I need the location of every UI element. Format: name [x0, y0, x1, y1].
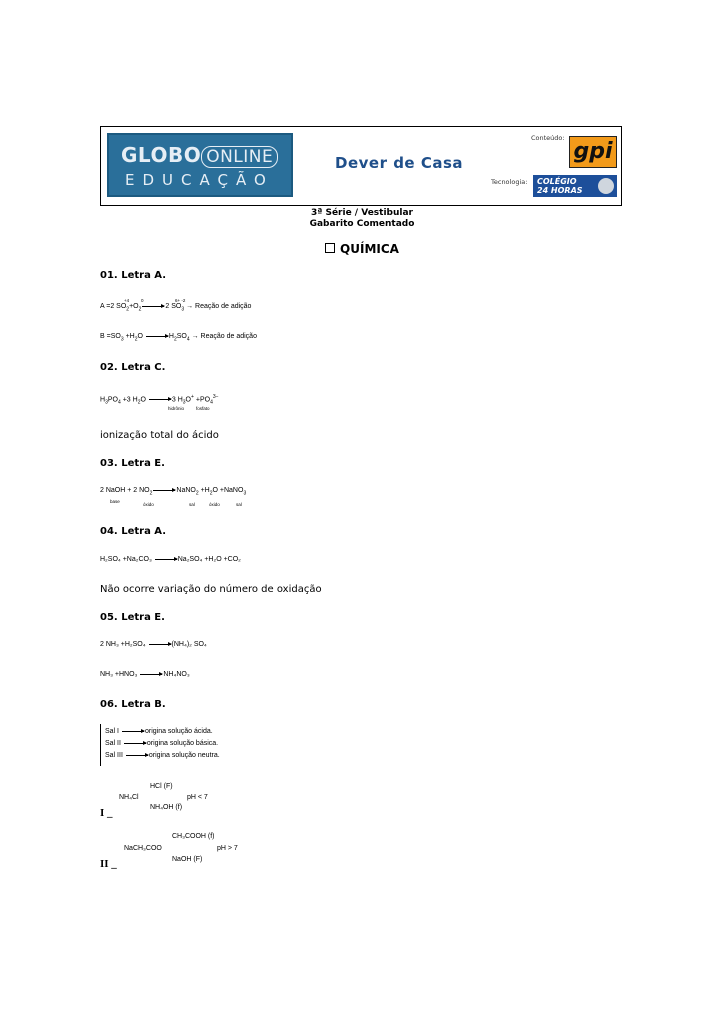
hidronio-label: hidrônio: [168, 406, 185, 411]
sal-1-line: [105, 728, 213, 735]
sal-3: Sal III: [105, 752, 123, 759]
sal-2-line: [105, 740, 218, 747]
eq-1b-left: B =SO: [100, 333, 121, 340]
base-label: base: [110, 499, 120, 504]
arrow-icon: [122, 731, 144, 732]
tecnologia-label: Tecnologia:: [491, 178, 528, 186]
globo-online-logo: [107, 133, 293, 197]
colegio-24-horas-logo: [533, 175, 617, 197]
banner-title: Dever de Casa: [335, 154, 464, 172]
brace-icon: [100, 724, 104, 766]
logo-online-text: ONLINE: [201, 146, 278, 168]
arrow-icon: [140, 674, 162, 675]
fosfato-label: fosfato: [196, 406, 210, 411]
eq-5b-left: NH₃ +HNO₃: [100, 671, 138, 678]
eq-4-right: Na₂SO₄ +H₂O +CO₂: [177, 556, 241, 563]
subject-title: [0, 242, 724, 256]
eq-5a-left: 2 NH₃ +H₂SO₄: [100, 641, 146, 648]
equation-1b: $B =SO_3 +H_2O$ $H_2SO_4$ → Reação de adição: [100, 333, 257, 343]
equation-3: 2 NaOH + 2 $NO_2$ NaNO$_2$ $+H_2O$ +NaNO$_3$: [100, 487, 247, 497]
series-line: 3ª Série / Vestibular: [310, 208, 413, 218]
eq-1a-mid: +O: [129, 303, 139, 310]
q2-explanation: ionização total do ácido: [100, 430, 219, 441]
i-base: NH₄OH (f): [150, 804, 183, 811]
question-04: 04. Letra A.: [100, 526, 167, 537]
eq-3-left: 2 NaOH + 2 NO: [100, 487, 150, 494]
question-03: 03. Letra E.: [100, 458, 165, 469]
label-i: I _: [100, 807, 113, 819]
label-ii: II _: [100, 858, 117, 870]
logo-globo-text: GLOBO: [121, 143, 202, 167]
header-banner: [100, 126, 622, 206]
eq-1b-mid: +H: [125, 333, 135, 340]
sal-3-result: origina solução neutra.: [148, 752, 220, 759]
question-05: 05. Letra E.: [100, 612, 165, 623]
question-02: 02. Letra C.: [100, 362, 166, 373]
ii-ph: pH > 7: [217, 845, 238, 852]
arrow-icon: [124, 743, 146, 744]
sal-label: sal: [236, 502, 242, 507]
equation-4: [100, 556, 241, 563]
eq-1b-right: H: [168, 333, 174, 340]
sal-2: Sal II: [105, 740, 121, 747]
sal-3-line: [105, 752, 220, 759]
eq-5b-right: NH₄NO₃: [163, 671, 190, 678]
arrow-icon: [142, 306, 164, 307]
equation-5b: [100, 671, 190, 678]
oxido-label: óxido: [143, 502, 154, 507]
question-01: 01. Letra A.: [100, 270, 167, 281]
ii-salt: NaCH₃COO: [124, 845, 162, 852]
sal-1-result: origina solução ácida.: [144, 728, 213, 735]
eq-5a-right: (NH₄)₂ SO₄: [171, 641, 207, 648]
ox-number: 6+ -2: [175, 298, 186, 303]
question-06: 06. Letra B.: [100, 699, 166, 710]
sal-1: Sal I: [105, 728, 120, 735]
ii-base: NaOH (F): [172, 856, 203, 863]
ii-acid: CH₃COOH (f): [172, 833, 215, 840]
gpi-logo: gpi: [569, 136, 617, 168]
equation-2: $H_3PO_4 +3$ $H_2O$ 3 $H_3O^+ +PO_4^{3-}$: [100, 394, 219, 406]
i-salt: NH₄Cl: [119, 794, 139, 801]
oxido-label: óxido: [209, 502, 220, 507]
disc-icon: [598, 178, 614, 194]
i-ph: pH < 7: [187, 794, 208, 801]
equation-5a: [100, 641, 207, 648]
conteudo-label: Conteúdo:: [531, 134, 565, 142]
eq-1a-note: Reação de adição: [195, 303, 252, 310]
arrow-icon: [153, 490, 175, 491]
gabarito-line: Gabarito Comentado: [309, 219, 415, 229]
logo-educacao-text: EDUCAÇÃO: [125, 171, 274, 189]
eq-4-left: H₂SO₄ +Na₂CO₃: [100, 556, 152, 563]
ox-number: +4: [124, 298, 130, 303]
eq-1a-right: 2 SO: [165, 303, 182, 310]
eq-3-right: NaNO: [176, 487, 196, 494]
ox-number: 0: [141, 298, 144, 303]
eq-1b-note: Reação de adição: [200, 333, 257, 340]
arrow-icon: [126, 755, 148, 756]
arrow-icon: [149, 399, 171, 400]
arrow-icon: [155, 559, 177, 560]
sal-label: sal: [189, 502, 195, 507]
equation-1a: A =2 $SO_2+O_2$ 2 $SO_3$ → Reação de adição: [100, 303, 252, 313]
arrow-icon: [149, 644, 171, 645]
eq-2-right: 3 H: [171, 396, 183, 404]
checkbox-icon: [325, 243, 335, 253]
eq-1a-left: A =2 SO: [100, 303, 127, 310]
i-acid: HCl (F): [150, 783, 173, 790]
sal-2-result: origina solução básica.: [146, 740, 219, 747]
subject-text: QUÍMICA: [340, 242, 399, 256]
colegio-text: COLÉGIO: [537, 177, 577, 186]
eq-2-left: H: [100, 396, 106, 404]
q4-explanation: Não ocorre variação do número de oxidação: [100, 584, 322, 595]
horas-text: 24 HORAS: [537, 186, 583, 195]
arrow-icon: [146, 336, 168, 337]
